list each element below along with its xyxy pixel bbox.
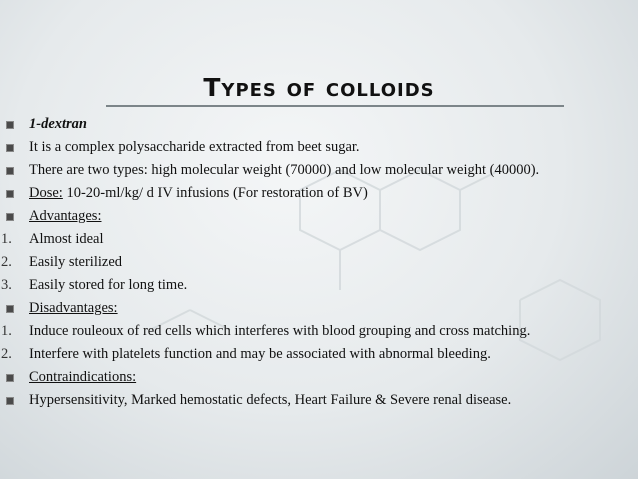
item-body: It is a complex polysaccharide extracted from beet sugar.	[29, 139, 360, 155]
numbered-item	[0, 321, 638, 341]
item-text	[29, 206, 638, 226]
item-number: 2.	[1, 346, 12, 362]
section-label: Dose:	[29, 185, 63, 201]
item-text	[29, 183, 638, 203]
item-body: There are two types: high molecular weight (70000) and low molecular weight (40000).	[29, 162, 540, 178]
item-text	[29, 229, 638, 249]
item-number: 1.	[1, 323, 12, 339]
bullet-item	[0, 206, 638, 226]
square-bullet-icon	[4, 183, 16, 204]
section-label: Contraindications:	[29, 369, 137, 385]
section-label: Disadvantages:	[29, 300, 118, 316]
item-text	[29, 160, 638, 180]
item-body: Easily sterilized	[29, 254, 123, 270]
numbered-item	[0, 275, 638, 295]
item-body: Hypersensitivity, Marked hemostatic defects, Heart Failure & Severe renal disease.	[29, 392, 512, 408]
item-body: Induce rouleoux of red cells which interferes with blood grouping and cross matching.	[29, 323, 531, 339]
bullet-item	[0, 183, 638, 203]
bullet-item	[0, 114, 638, 134]
section-label: Advantages:	[29, 208, 102, 224]
item-body: Interfere with platelets function and may be associated with abnormal bleeding.	[29, 346, 491, 362]
item-text	[29, 321, 638, 341]
item-text	[29, 252, 638, 272]
square-bullet-icon	[4, 114, 16, 135]
slide-content	[0, 114, 638, 413]
item-body: Almost ideal	[29, 231, 104, 247]
item-body: 10-20-ml/kg/ d IV infusions (For restoration of BV)	[62, 185, 368, 201]
item-number: 1.	[1, 231, 12, 247]
bullet-item	[0, 137, 638, 157]
numbered-item	[0, 344, 638, 364]
numbered-item	[0, 252, 638, 272]
square-bullet-icon	[4, 298, 16, 319]
item-text	[29, 367, 638, 387]
item-body: 1-dextran	[29, 116, 87, 132]
title-divider	[106, 105, 564, 107]
square-bullet-icon	[4, 206, 16, 227]
item-text	[29, 275, 638, 295]
item-text	[29, 390, 638, 410]
item-body: Easily stored for long time.	[29, 277, 188, 293]
square-bullet-icon	[4, 137, 16, 158]
item-text	[29, 114, 638, 134]
numbered-item	[0, 229, 638, 249]
square-bullet-icon	[4, 160, 16, 181]
item-number: 3.	[1, 277, 12, 293]
bullet-item	[0, 298, 638, 318]
item-number: 2.	[1, 254, 12, 270]
square-bullet-icon	[4, 390, 16, 411]
square-bullet-icon	[4, 367, 16, 388]
bullet-item	[0, 367, 638, 387]
slide-title: Types of colloids	[203, 73, 435, 102]
bullet-item	[0, 160, 638, 180]
item-text	[29, 344, 638, 364]
item-text	[29, 137, 638, 157]
item-text	[29, 298, 638, 318]
bullet-item	[0, 390, 638, 410]
